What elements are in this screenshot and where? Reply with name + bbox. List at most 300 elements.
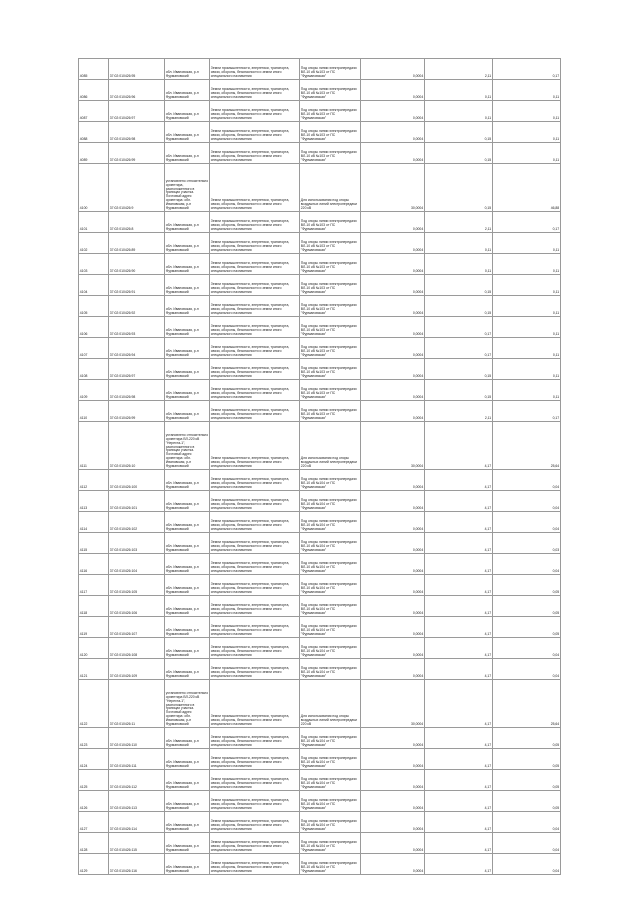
- permitted-use-cell: Под опоры линии электропередачи ВЛ-10 кВ №104 от ПС "Фурмановская": [300, 491, 361, 512]
- table-row: [79, 512, 561, 533]
- permitted-use-cell: Под опоры линии электропередачи ВЛ-10 кВ №103 от ПС "Фурмановская": [300, 212, 361, 233]
- land-category-cell: Земли промышленности, энергетики, транспорта, связи, обороны, безопасности и земли иного специального назначения: [210, 659, 300, 680]
- cadastral-number-cell: 37:02:010426:111: [109, 749, 165, 770]
- value-b-cell: 4,17: [425, 854, 493, 875]
- address-cell: обл. Ивановская, р-н Фурмановский: [165, 791, 210, 812]
- area-cell: 30,0004: [361, 680, 425, 728]
- cadastral-number-cell: 37:02:010426:106: [109, 596, 165, 617]
- cadastral-number-cell: 37:02:010426:98: [109, 122, 165, 143]
- area-cell: 0,0004: [361, 791, 425, 812]
- value-c-cell: 0,11: [493, 122, 561, 143]
- row-number-cell: 4117: [79, 575, 109, 596]
- table-row: [79, 596, 561, 617]
- address-cell: обл. Ивановская, р-н Фурмановский: [165, 401, 210, 422]
- cadastral-number-cell: 37:02:010426:103: [109, 533, 165, 554]
- area-cell: 0,0004: [361, 80, 425, 101]
- land-category-cell: Земли промышленности, энергетики, транспорта, связи, обороны, безопасности и земли иного специального назначения: [210, 359, 300, 380]
- value-b-cell: 0,15: [425, 296, 493, 317]
- value-c-cell: 25,64: [493, 680, 561, 728]
- permitted-use-cell: Под опоры линии электропередачи ВЛ-10 кВ №103 от ПС "Фурмановская": [300, 401, 361, 422]
- land-category-cell: Земли промышленности, энергетики, транспорта, связи, обороны, безопасности и земли иного специального назначения: [210, 59, 300, 80]
- value-b-cell: 2,11: [425, 59, 493, 80]
- value-c-cell: 0,11: [493, 296, 561, 317]
- cadastral-number-cell: 37:02:010426:8: [109, 212, 165, 233]
- address-cell: обл. Ивановская, р-н Фурмановский: [165, 659, 210, 680]
- table-row: [79, 254, 561, 275]
- address-cell: обл. Ивановская, р-н Фурмановский: [165, 728, 210, 749]
- table-row: [79, 233, 561, 254]
- area-cell: 0,0004: [361, 122, 425, 143]
- land-category-cell: Земли промышленности, энергетики, транспорта, связи, обороны, безопасности и земли иного специального назначения: [210, 638, 300, 659]
- table-row: [79, 164, 561, 212]
- cadastral-number-cell: 37:02:010426:96: [109, 80, 165, 101]
- row-number-cell: 4115: [79, 533, 109, 554]
- value-b-cell: 0,17: [425, 317, 493, 338]
- land-category-cell: Земли промышленности, энергетики, транспорта, связи, обороны, безопасности и земли иного специального назначения: [210, 533, 300, 554]
- area-cell: 0,0004: [361, 470, 425, 491]
- area-cell: 0,0004: [361, 380, 425, 401]
- address-cell: установлено относительно ориентира ВЛ-220 кВ "Нерехта-1", расположенного в границах участка. Почтовый адрес ориентира: обл. Ивановская, р-н Фурмановский: [165, 422, 210, 470]
- land-category-cell: Земли промышленности, энергетики, транспорта, связи, обороны, безопасности и земли иного специального назначения: [210, 512, 300, 533]
- cadastral-number-cell: 37:02:010426:107: [109, 617, 165, 638]
- row-number-cell: 4103: [79, 254, 109, 275]
- address-cell: обл. Ивановская, р-н Фурмановский: [165, 512, 210, 533]
- table-row: [79, 380, 561, 401]
- value-b-cell: 4,17: [425, 512, 493, 533]
- row-number-cell: 4114: [79, 512, 109, 533]
- value-b-cell: 2,11: [425, 212, 493, 233]
- area-cell: 0,0004: [361, 59, 425, 80]
- value-c-cell: 0,04: [493, 638, 561, 659]
- row-number-cell: 4120: [79, 638, 109, 659]
- table-row: [79, 296, 561, 317]
- permitted-use-cell: Под опоры линии электропередачи ВЛ-10 кВ №103 от ПС "Фурмановская": [300, 359, 361, 380]
- row-number-cell: 4124: [79, 749, 109, 770]
- value-b-cell: 4,17: [425, 791, 493, 812]
- permitted-use-cell: Под опоры линии электропередачи ВЛ-10 кВ №103 от ПС "Фурмановская": [300, 59, 361, 80]
- land-category-cell: Земли промышленности, энергетики, транспорта, связи, обороны, безопасности и земли иного специального назначения: [210, 575, 300, 596]
- value-c-cell: 0,04: [493, 512, 561, 533]
- value-b-cell: 0,11: [425, 101, 493, 122]
- cadastral-number-cell: 37:02:010426:99: [109, 401, 165, 422]
- permitted-use-cell: Под опоры линии электропередачи ВЛ-10 кВ №104 от ПС "Фурмановская": [300, 533, 361, 554]
- land-category-cell: Земли промышленности, энергетики, транспорта, связи, обороны, безопасности и земли иного специального назначения: [210, 275, 300, 296]
- table-row: [79, 275, 561, 296]
- cadastral-number-cell: 37:02:010426:99: [109, 143, 165, 164]
- cadastral-number-cell: 37:02:010426:91: [109, 275, 165, 296]
- row-number-cell: 4110: [79, 401, 109, 422]
- permitted-use-cell: Под опоры линии электропередачи ВЛ-10 кВ №103 от ПС "Фурмановская": [300, 143, 361, 164]
- row-number-cell: 4122: [79, 680, 109, 728]
- address-cell: обл. Ивановская, р-н Фурмановский: [165, 833, 210, 854]
- address-cell: обл. Ивановская, р-н Фурмановский: [165, 233, 210, 254]
- value-b-cell: 0,11: [425, 254, 493, 275]
- value-b-cell: 4,17: [425, 749, 493, 770]
- row-number-cell: 4086: [79, 80, 109, 101]
- area-cell: 0,0004: [361, 212, 425, 233]
- value-b-cell: 4,17: [425, 575, 493, 596]
- land-category-cell: Земли промышленности, энергетики, транспорта, связи, обороны, безопасности и земли иного специального назначения: [210, 317, 300, 338]
- land-category-cell: Земли промышленности, энергетики, транспорта, связи, обороны, безопасности и земли иного специального назначения: [210, 791, 300, 812]
- land-plots-table: [78, 58, 561, 875]
- cadastral-number-cell: 37:02:010426:89: [109, 233, 165, 254]
- address-cell: обл. Ивановская, р-н Фурмановский: [165, 80, 210, 101]
- row-number-cell: 4116: [79, 554, 109, 575]
- row-number-cell: 4105: [79, 296, 109, 317]
- permitted-use-cell: Под опоры линии электропередачи ВЛ-10 кВ №104 от ПС "Фурмановская": [300, 617, 361, 638]
- address-cell: обл. Ивановская, р-н Фурмановский: [165, 122, 210, 143]
- address-cell: установлено относительно ориентира, расположенного в границах участка. Почтовый адрес ориентира: обл. Ивановская, р-н Фурмановский: [165, 164, 210, 212]
- address-cell: обл. Ивановская, р-н Фурмановский: [165, 749, 210, 770]
- permitted-use-cell: Под опоры линии электропередачи ВЛ-10 кВ №104 от ПС "Фурмановская": [300, 512, 361, 533]
- permitted-use-cell: Под опоры линии электропередачи ВЛ-10 кВ №103 от ПС "Фурмановская": [300, 233, 361, 254]
- area-cell: 0,0004: [361, 596, 425, 617]
- table-row: [79, 317, 561, 338]
- row-number-cell: 4125: [79, 770, 109, 791]
- land-category-cell: Земли промышленности, энергетики, транспорта, связи, обороны, безопасности и земли иного специального назначения: [210, 617, 300, 638]
- value-b-cell: 0,15: [425, 143, 493, 164]
- area-cell: 0,0004: [361, 491, 425, 512]
- row-number-cell: 4108: [79, 359, 109, 380]
- land-category-cell: Земли промышленности, энергетики, транспорта, связи, обороны, безопасности и земли иного специального назначения: [210, 812, 300, 833]
- table-row: [79, 80, 561, 101]
- address-cell: обл. Ивановская, р-н Фурмановский: [165, 296, 210, 317]
- cadastral-number-cell: 37:02:010426:95: [109, 59, 165, 80]
- value-c-cell: 0,11: [493, 317, 561, 338]
- value-c-cell: 0,04: [493, 659, 561, 680]
- address-cell: обл. Ивановская, р-н Фурмановский: [165, 470, 210, 491]
- area-cell: 30,0004: [361, 164, 425, 212]
- area-cell: 0,0004: [361, 317, 425, 338]
- row-number-cell: 4118: [79, 596, 109, 617]
- table-row: [79, 491, 561, 512]
- table-row: [79, 854, 561, 875]
- address-cell: обл. Ивановская, р-н Фурмановский: [165, 491, 210, 512]
- row-number-cell: 4121: [79, 659, 109, 680]
- row-number-cell: 4109: [79, 380, 109, 401]
- value-c-cell: 0,11: [493, 380, 561, 401]
- address-cell: обл. Ивановская, р-н Фурмановский: [165, 854, 210, 875]
- area-cell: 0,0004: [361, 254, 425, 275]
- area-cell: 0,0004: [361, 659, 425, 680]
- area-cell: 0,0004: [361, 770, 425, 791]
- permitted-use-cell: Под опоры линии электропередачи ВЛ-10 кВ №103 от ПС "Фурмановская": [300, 275, 361, 296]
- area-cell: 0,0004: [361, 749, 425, 770]
- table-row: [79, 212, 561, 233]
- table-row: [79, 728, 561, 749]
- value-b-cell: 0,15: [425, 164, 493, 212]
- table-row: [79, 617, 561, 638]
- land-category-cell: Земли промышленности, энергетики, транспорта, связи, обороны, безопасности и земли иного специального назначения: [210, 401, 300, 422]
- permitted-use-cell: Под опоры линии электропередачи ВЛ-10 кВ №104 от ПС "Фурмановская": [300, 812, 361, 833]
- table-row: [79, 359, 561, 380]
- area-cell: 0,0004: [361, 143, 425, 164]
- value-c-cell: 0,05: [493, 770, 561, 791]
- row-number-cell: 4089: [79, 143, 109, 164]
- table-row: [79, 791, 561, 812]
- row-number-cell: 4087: [79, 101, 109, 122]
- permitted-use-cell: Для использования под опоры воздушных линий электропередачи 220 кВ: [300, 164, 361, 212]
- table-row: [79, 554, 561, 575]
- address-cell: обл. Ивановская, р-н Фурмановский: [165, 617, 210, 638]
- cadastral-number-cell: 37:02:010426:9: [109, 164, 165, 212]
- row-number-cell: 4100: [79, 164, 109, 212]
- table-row: [79, 143, 561, 164]
- table-row: [79, 833, 561, 854]
- land-category-cell: Земли промышленности, энергетики, транспорта, связи, обороны, безопасности и земли иного специального назначения: [210, 122, 300, 143]
- value-b-cell: 0,15: [425, 275, 493, 296]
- row-number-cell: 4127: [79, 812, 109, 833]
- value-c-cell: 25,64: [493, 422, 561, 470]
- value-b-cell: 0,17: [425, 338, 493, 359]
- address-cell: обл. Ивановская, р-н Фурмановский: [165, 638, 210, 659]
- value-c-cell: 0,05: [493, 617, 561, 638]
- address-cell: обл. Ивановская, р-н Фурмановский: [165, 812, 210, 833]
- value-b-cell: 0,15: [425, 359, 493, 380]
- land-category-cell: Земли промышленности, энергетики, транспорта, связи, обороны, безопасности и земли иного специального назначения: [210, 164, 300, 212]
- area-cell: 0,0004: [361, 275, 425, 296]
- permitted-use-cell: Под опоры линии электропередачи ВЛ-10 кВ №103 от ПС "Фурмановская": [300, 101, 361, 122]
- row-number-cell: 4102: [79, 233, 109, 254]
- area-cell: 0,0004: [361, 854, 425, 875]
- permitted-use-cell: Под опоры линии электропередачи ВЛ-10 кВ №104 от ПС "Фурмановская": [300, 854, 361, 875]
- value-b-cell: 0,11: [425, 80, 493, 101]
- permitted-use-cell: Под опоры линии электропередачи ВЛ-10 кВ №103 от ПС "Фурмановская": [300, 380, 361, 401]
- land-category-cell: Земли промышленности, энергетики, транспорта, связи, обороны, безопасности и земли иного специального назначения: [210, 101, 300, 122]
- cadastral-number-cell: 37:02:010426:97: [109, 101, 165, 122]
- cadastral-number-cell: 37:02:010426:105: [109, 575, 165, 596]
- permitted-use-cell: Под опоры линии электропередачи ВЛ-10 кВ №103 от ПС "Фурмановская": [300, 338, 361, 359]
- table-row: [79, 59, 561, 80]
- address-cell: обл. Ивановская, р-н Фурмановский: [165, 554, 210, 575]
- value-b-cell: 4,17: [425, 638, 493, 659]
- permitted-use-cell: Под опоры линии электропередачи ВЛ-10 кВ №104 от ПС "Фурмановская": [300, 791, 361, 812]
- value-b-cell: 4,17: [425, 596, 493, 617]
- address-cell: обл. Ивановская, р-н Фурмановский: [165, 212, 210, 233]
- area-cell: 0,0004: [361, 575, 425, 596]
- value-c-cell: 0,03: [493, 533, 561, 554]
- address-cell: обл. Ивановская, р-н Фурмановский: [165, 359, 210, 380]
- permitted-use-cell: Под опоры линии электропередачи ВЛ-10 кВ №104 от ПС "Фурмановская": [300, 638, 361, 659]
- permitted-use-cell: Под опоры линии электропередачи ВЛ-10 кВ №103 от ПС "Фурмановская": [300, 80, 361, 101]
- area-cell: 0,0004: [361, 359, 425, 380]
- permitted-use-cell: Под опоры линии электропередачи ВЛ-10 кВ №104 от ПС "Фурмановская": [300, 575, 361, 596]
- table-row: [79, 638, 561, 659]
- value-c-cell: 0,05: [493, 791, 561, 812]
- row-number-cell: 4129: [79, 854, 109, 875]
- cadastral-number-cell: 37:02:010426:104: [109, 554, 165, 575]
- address-cell: обл. Ивановская, р-н Фурмановский: [165, 596, 210, 617]
- cadastral-number-cell: 37:02:010426:114: [109, 812, 165, 833]
- value-c-cell: 0,11: [493, 338, 561, 359]
- area-cell: 0,0004: [361, 812, 425, 833]
- table-row: [79, 575, 561, 596]
- address-cell: обл. Ивановская, р-н Фурмановский: [165, 575, 210, 596]
- address-cell: обл. Ивановская, р-н Фурмановский: [165, 59, 210, 80]
- table-row: [79, 101, 561, 122]
- value-c-cell: 0,11: [493, 101, 561, 122]
- permitted-use-cell: Под опоры линии электропередачи ВЛ-10 кВ №104 от ПС "Фурмановская": [300, 554, 361, 575]
- cadastral-number-cell: 37:02:010426:113: [109, 791, 165, 812]
- area-cell: 0,0004: [361, 728, 425, 749]
- land-category-cell: Земли промышленности, энергетики, транспорта, связи, обороны, безопасности и земли иного специального назначения: [210, 491, 300, 512]
- land-category-cell: Земли промышленности, энергетики, транспорта, связи, обороны, безопасности и земли иного специального назначения: [210, 833, 300, 854]
- row-number-cell: 4111: [79, 422, 109, 470]
- cadastral-number-cell: 37:02:010426:92: [109, 296, 165, 317]
- land-category-cell: Земли промышленности, энергетики, транспорта, связи, обороны, безопасности и земли иного специального назначения: [210, 728, 300, 749]
- cadastral-number-cell: 37:02:010426:110: [109, 728, 165, 749]
- value-c-cell: 0,05: [493, 596, 561, 617]
- value-b-cell: 4,17: [425, 812, 493, 833]
- permitted-use-cell: Под опоры линии электропередачи ВЛ-10 кВ №104 от ПС "Фурмановская": [300, 749, 361, 770]
- land-category-cell: Земли промышленности, энергетики, транспорта, связи, обороны, безопасности и земли иного специального назначения: [210, 422, 300, 470]
- row-number-cell: 4119: [79, 617, 109, 638]
- address-cell: обл. Ивановская, р-н Фурмановский: [165, 143, 210, 164]
- address-cell: обл. Ивановская, р-н Фурмановский: [165, 533, 210, 554]
- area-cell: 0,0004: [361, 617, 425, 638]
- value-c-cell: 0,05: [493, 749, 561, 770]
- value-b-cell: 4,17: [425, 833, 493, 854]
- row-number-cell: 4085: [79, 59, 109, 80]
- address-cell: обл. Ивановская, р-н Фурмановский: [165, 101, 210, 122]
- value-c-cell: 0,17: [493, 212, 561, 233]
- value-c-cell: 0,17: [493, 59, 561, 80]
- row-number-cell: 4113: [79, 491, 109, 512]
- permitted-use-cell: Под опоры линии электропередачи ВЛ-10 кВ №103 от ПС "Фурмановская": [300, 254, 361, 275]
- address-cell: обл. Ивановская, р-н Фурмановский: [165, 317, 210, 338]
- row-number-cell: 4106: [79, 317, 109, 338]
- row-number-cell: 4123: [79, 728, 109, 749]
- cadastral-number-cell: 37:02:010426:94: [109, 338, 165, 359]
- value-b-cell: 4,17: [425, 728, 493, 749]
- permitted-use-cell: Под опоры линии электропередачи ВЛ-10 кВ №104 от ПС "Фурмановская": [300, 728, 361, 749]
- cadastral-number-cell: 37:02:010426:101: [109, 491, 165, 512]
- area-cell: 0,0004: [361, 233, 425, 254]
- area-cell: 30,0004: [361, 422, 425, 470]
- permitted-use-cell: Под опоры линии электропередачи ВЛ-10 кВ №104 от ПС "Фурмановская": [300, 596, 361, 617]
- cadastral-number-cell: 37:02:010426:97: [109, 359, 165, 380]
- address-cell: обл. Ивановская, р-н Фурмановский: [165, 275, 210, 296]
- row-number-cell: 4088: [79, 122, 109, 143]
- table-row: [79, 401, 561, 422]
- area-cell: 0,0004: [361, 554, 425, 575]
- table-row: [79, 533, 561, 554]
- land-category-cell: Земли промышленности, энергетики, транспорта, связи, обороны, безопасности и земли иного специального назначения: [210, 80, 300, 101]
- value-c-cell: 0,05: [493, 728, 561, 749]
- value-c-cell: 0,11: [493, 275, 561, 296]
- area-cell: 0,0004: [361, 101, 425, 122]
- cadastral-number-cell: 37:02:010426:102: [109, 512, 165, 533]
- area-cell: 0,0004: [361, 296, 425, 317]
- row-number-cell: 4128: [79, 833, 109, 854]
- land-category-cell: Земли промышленности, энергетики, транспорта, связи, обороны, безопасности и земли иного специального назначения: [210, 338, 300, 359]
- table-row: [79, 122, 561, 143]
- table-body: [79, 59, 561, 875]
- value-b-cell: 4,17: [425, 770, 493, 791]
- cadastral-number-cell: 37:02:010426:98: [109, 380, 165, 401]
- permitted-use-cell: Под опоры линии электропередачи ВЛ-10 кВ №103 от ПС "Фурмановская": [300, 296, 361, 317]
- cadastral-number-cell: 37:02:010426:100: [109, 470, 165, 491]
- value-c-cell: 0,11: [493, 80, 561, 101]
- row-number-cell: 4101: [79, 212, 109, 233]
- cadastral-number-cell: 37:02:010426:116: [109, 854, 165, 875]
- table-row: [79, 749, 561, 770]
- land-category-cell: Земли промышленности, энергетики, транспорта, связи, обороны, безопасности и земли иного специального назначения: [210, 554, 300, 575]
- value-c-cell: 0,04: [493, 470, 561, 491]
- area-cell: 0,0004: [361, 512, 425, 533]
- value-c-cell: 0,11: [493, 143, 561, 164]
- land-category-cell: Земли промышленности, энергетики, транспорта, связи, обороны, безопасности и земли иного специального назначения: [210, 770, 300, 791]
- permitted-use-cell: Под опоры линии электропередачи ВЛ-10 кВ №104 от ПС "Фурмановская": [300, 470, 361, 491]
- value-c-cell: 0,04: [493, 833, 561, 854]
- permitted-use-cell: Под опоры линии электропередачи ВЛ-10 кВ №104 от ПС "Фурмановская": [300, 770, 361, 791]
- area-cell: 0,0004: [361, 401, 425, 422]
- cadastral-number-cell: 37:02:010426:115: [109, 833, 165, 854]
- cadastral-number-cell: 37:02:010426:112: [109, 770, 165, 791]
- land-category-cell: Земли промышленности, энергетики, транспорта, связи, обороны, безопасности и земли иного специального назначения: [210, 749, 300, 770]
- cadastral-number-cell: 37:02:010426:108: [109, 638, 165, 659]
- value-b-cell: 4,17: [425, 680, 493, 728]
- value-c-cell: 0,11: [493, 233, 561, 254]
- land-category-cell: Земли промышленности, энергетики, транспорта, связи, обороны, безопасности и земли иного специального назначения: [210, 854, 300, 875]
- value-c-cell: 0,04: [493, 812, 561, 833]
- value-c-cell: 46,88: [493, 164, 561, 212]
- value-c-cell: 0,05: [493, 575, 561, 596]
- value-c-cell: 0,11: [493, 254, 561, 275]
- row-number-cell: 4107: [79, 338, 109, 359]
- permitted-use-cell: Под опоры линии электропередачи ВЛ-10 кВ №103 от ПС "Фурмановская": [300, 317, 361, 338]
- address-cell: установлено относительно ориентира ВЛ-220 кВ "Нерехта-1", расположенного в границах участка. Почтовый адрес ориентира: обл. Ивановская, р-н Фурмановский: [165, 680, 210, 728]
- land-category-cell: Земли промышленности, энергетики, транспорта, связи, обороны, безопасности и земли иного специального назначения: [210, 470, 300, 491]
- value-b-cell: 4,17: [425, 422, 493, 470]
- value-b-cell: 0,11: [425, 233, 493, 254]
- value-b-cell: 4,17: [425, 491, 493, 512]
- land-category-cell: Земли промышленности, энергетики, транспорта, связи, обороны, безопасности и земли иного специального назначения: [210, 233, 300, 254]
- address-cell: обл. Ивановская, р-н Фурмановский: [165, 338, 210, 359]
- value-b-cell: 0,15: [425, 122, 493, 143]
- table-row: [79, 680, 561, 728]
- row-number-cell: 4126: [79, 791, 109, 812]
- table-row: [79, 422, 561, 470]
- land-category-cell: Земли промышленности, энергетики, транспорта, связи, обороны, безопасности и земли иного специального назначения: [210, 254, 300, 275]
- value-c-cell: 0,04: [493, 854, 561, 875]
- address-cell: обл. Ивановская, р-н Фурмановский: [165, 770, 210, 791]
- value-b-cell: 4,17: [425, 533, 493, 554]
- area-cell: 0,0004: [361, 638, 425, 659]
- permitted-use-cell: Для использования под опоры воздушных линий электропередачи 220 кВ: [300, 680, 361, 728]
- value-b-cell: 4,17: [425, 659, 493, 680]
- value-b-cell: 0,15: [425, 380, 493, 401]
- area-cell: 0,0004: [361, 833, 425, 854]
- cadastral-number-cell: 37:02:010426:10: [109, 422, 165, 470]
- value-b-cell: 4,17: [425, 470, 493, 491]
- address-cell: обл. Ивановская, р-н Фурмановский: [165, 254, 210, 275]
- table-row: [79, 812, 561, 833]
- row-number-cell: 4104: [79, 275, 109, 296]
- land-category-cell: Земли промышленности, энергетики, транспорта, связи, обороны, безопасности и земли иного специального назначения: [210, 296, 300, 317]
- land-category-cell: Земли промышленности, энергетики, транспорта, связи, обороны, безопасности и земли иного специального назначения: [210, 143, 300, 164]
- table-row: [79, 338, 561, 359]
- cadastral-number-cell: 37:02:010426:93: [109, 317, 165, 338]
- row-number-cell: 4112: [79, 470, 109, 491]
- permitted-use-cell: Под опоры линии электропередачи ВЛ-10 кВ №104 от ПС "Фурмановская": [300, 659, 361, 680]
- value-b-cell: 4,17: [425, 617, 493, 638]
- area-cell: 0,0004: [361, 533, 425, 554]
- value-c-cell: 0,17: [493, 401, 561, 422]
- value-c-cell: 0,04: [493, 491, 561, 512]
- value-c-cell: 0,04: [493, 554, 561, 575]
- table-row: [79, 659, 561, 680]
